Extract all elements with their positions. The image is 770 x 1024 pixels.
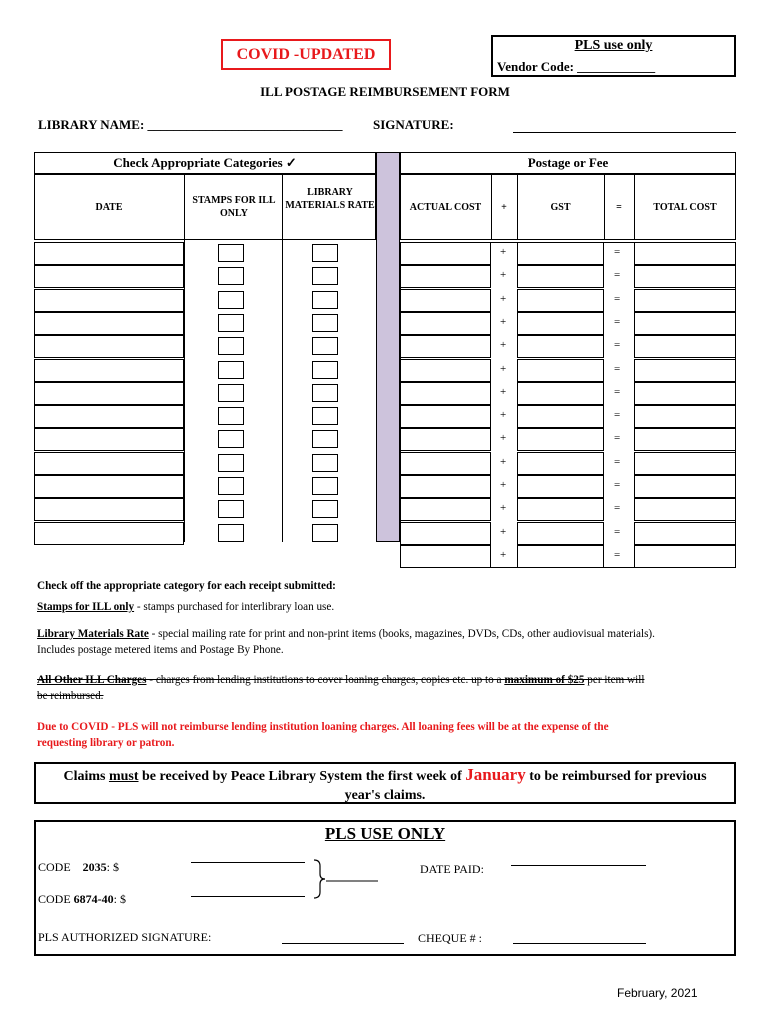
- stamps-checkbox[interactable]: [218, 524, 244, 542]
- equals-sign: =: [614, 246, 621, 258]
- claims-must: must: [108, 769, 139, 784]
- signature-line[interactable]: [513, 132, 736, 133]
- equals-sign: =: [614, 479, 621, 491]
- code-6874-amount-line[interactable]: [191, 896, 305, 897]
- lmr-checkbox[interactable]: [312, 384, 338, 402]
- plus-sign: +: [500, 292, 507, 305]
- col-actual-cost-header: ACTUAL COST: [409, 202, 482, 213]
- code-2035-amount-line[interactable]: [191, 862, 305, 863]
- code2-suffix: : $: [113, 892, 127, 906]
- pls-use-only-section: [34, 820, 736, 956]
- lmr-checkbox[interactable]: [312, 430, 338, 448]
- other-desc-a: - charges from lending institutions to cover loaning charges, copies etc. up to a: [146, 674, 505, 686]
- plus-sign: +: [500, 479, 507, 491]
- col-stamps-header: STAMPS FOR ILL ONLY: [192, 195, 276, 219]
- claims-part1: Claims: [63, 769, 109, 784]
- equals-sign: =: [614, 269, 621, 282]
- reimbursement-table: [34, 152, 736, 568]
- col-plus-header: +: [501, 202, 507, 213]
- stamps-checkbox[interactable]: [218, 244, 244, 262]
- lmr-desc: - special mailing rate for print and non-print items (books, magazines, DVDs, CDs, other audiovisual materials).: [148, 628, 655, 640]
- stamps-checkbox[interactable]: [218, 314, 244, 332]
- fee-outer-border: [400, 242, 736, 568]
- date-cell[interactable]: [34, 452, 184, 475]
- plus-sign: +: [500, 502, 507, 515]
- lmr-note: [37, 626, 655, 642]
- lmr-checkbox[interactable]: [312, 477, 338, 495]
- date-cell[interactable]: [34, 428, 184, 451]
- col-date-header: DATE: [95, 202, 123, 213]
- date-cell[interactable]: [34, 405, 184, 428]
- code1-suffix: : $: [106, 860, 120, 874]
- stamps-checkbox[interactable]: [218, 407, 244, 425]
- col-lmr-header: LIBRARY MATERIALS RATE: [285, 187, 375, 211]
- plus-sign: +: [500, 525, 507, 538]
- stamps-checkbox[interactable]: [218, 337, 244, 355]
- lmr-checkbox[interactable]: [312, 291, 338, 309]
- equals-sign: =: [614, 315, 621, 328]
- stamps-checkbox[interactable]: [218, 361, 244, 379]
- date-cell[interactable]: [34, 498, 184, 521]
- lmr-checkbox[interactable]: [312, 244, 338, 262]
- cheque-line[interactable]: [513, 943, 646, 944]
- date-cell[interactable]: [34, 289, 184, 312]
- lmr-checkbox[interactable]: [312, 267, 338, 285]
- code-6874-row: [38, 892, 126, 907]
- equals-sign: =: [614, 455, 621, 468]
- other-charges-note: [37, 672, 644, 688]
- equals-sign: =: [614, 409, 621, 422]
- date-cell[interactable]: [34, 265, 184, 288]
- date-cell[interactable]: [34, 382, 184, 405]
- claims-part3: to be reimbursed for previous: [525, 769, 707, 784]
- lmr-checkbox[interactable]: [312, 337, 338, 355]
- equals-sign: =: [614, 502, 621, 515]
- date-cell[interactable]: [34, 475, 184, 498]
- lmr-checkbox[interactable]: [312, 454, 338, 472]
- footer-date: February, 2021: [617, 986, 698, 1000]
- categories-header: Check Appropriate Categories ✓: [34, 152, 376, 174]
- claims-january: January: [465, 765, 526, 784]
- covid-notice-line1: Due to COVID - PLS will not reimburse lending institution loaning charges. All loaning fees will be at the expense of the: [37, 721, 609, 733]
- date-cell[interactable]: [34, 242, 184, 265]
- lmr-term: Library Materials Rate: [37, 628, 149, 640]
- stamps-checkbox[interactable]: [218, 430, 244, 448]
- code1-number: 2035: [82, 860, 107, 874]
- code-2035-row: [38, 860, 119, 875]
- other-term: All Other ILL Charges: [37, 674, 147, 686]
- equals-sign: =: [614, 525, 621, 538]
- stamps-checkbox[interactable]: [218, 267, 244, 285]
- date-cell[interactable]: [34, 359, 184, 382]
- plus-sign: +: [500, 269, 507, 282]
- equals-sign: =: [614, 339, 621, 352]
- lmr-checkbox[interactable]: [312, 407, 338, 425]
- plus-sign: +: [500, 362, 507, 375]
- date-cell[interactable]: [34, 312, 184, 335]
- equals-sign: =: [614, 432, 621, 445]
- library-name-field[interactable]: LIBRARY NAME: ______________________________: [38, 117, 343, 132]
- covid-notice-line2: requesting library or patron.: [37, 737, 175, 749]
- code2-number: 6874-40: [73, 892, 114, 906]
- lmr-note-line2: Includes postage metered items and Postage By Phone.: [37, 644, 284, 656]
- separator-column: [376, 152, 400, 542]
- date-cell[interactable]: [34, 335, 184, 358]
- claims-part2: be received by Peace Library System the first week of: [138, 769, 466, 784]
- other-desc-b: per item will: [584, 674, 645, 686]
- bracket-icon: [312, 858, 382, 900]
- signature-label: SIGNATURE:: [373, 117, 454, 132]
- pls-use-only-title: PLS USE ONLY: [324, 824, 446, 843]
- col-gst-header: GST: [550, 202, 571, 213]
- equals-sign: =: [614, 385, 621, 398]
- date-paid-label: DATE PAID:: [420, 862, 484, 876]
- code1-label: CODE: [38, 860, 71, 874]
- lmr-checkbox[interactable]: [312, 524, 338, 542]
- plus-sign: +: [500, 432, 507, 445]
- code2-label: CODE: [38, 892, 74, 906]
- authorized-signature-label: PLS AUTHORIZED SIGNATURE:: [38, 930, 212, 944]
- form-title: ILL POSTAGE REIMBURSEMENT FORM: [260, 84, 510, 99]
- stamps-checkbox[interactable]: [218, 477, 244, 495]
- stamps-checkbox[interactable]: [218, 454, 244, 472]
- vendor-code-field[interactable]: Vendor Code: ____________: [497, 59, 656, 74]
- date-paid-line[interactable]: [511, 865, 646, 866]
- covid-updated-badge: COVID -UPDATED: [221, 39, 391, 70]
- pls-use-only-box: [491, 35, 736, 77]
- equals-sign: =: [614, 362, 621, 375]
- authorized-signature-line[interactable]: [282, 943, 404, 944]
- plus-sign: +: [500, 548, 507, 561]
- lmr-checkbox[interactable]: [312, 500, 338, 518]
- stamps-note: [37, 599, 334, 615]
- equals-sign: =: [614, 292, 621, 305]
- cheque-label: CHEQUE # :: [418, 931, 482, 945]
- lmr-checkbox[interactable]: [312, 361, 338, 379]
- lmr-checkbox[interactable]: [312, 314, 338, 332]
- stamps-checkbox[interactable]: [218, 384, 244, 402]
- col-total-cost-header: TOTAL COST: [653, 202, 717, 213]
- stamps-checkbox[interactable]: [218, 291, 244, 309]
- plus-sign: +: [500, 339, 507, 352]
- stamps-term: Stamps for ILL only: [37, 601, 135, 613]
- postage-fee-header: Postage or Fee: [400, 152, 736, 174]
- divider: [282, 174, 283, 542]
- plus-sign: +: [500, 455, 507, 468]
- plus-sign: +: [500, 246, 507, 258]
- plus-sign: +: [500, 385, 507, 398]
- check-off-instruction: Check off the appropriate category for each receipt submitted:: [37, 580, 336, 592]
- stamps-checkbox[interactable]: [218, 500, 244, 518]
- equals-sign: =: [614, 548, 621, 561]
- claims-line2: year's claims.: [344, 788, 426, 803]
- col-equals-header: =: [616, 202, 622, 213]
- plus-sign: +: [500, 315, 507, 328]
- date-cell[interactable]: [34, 522, 184, 545]
- pls-use-only-label: PLS use only: [574, 38, 653, 53]
- stamps-desc: - stamps purchased for interlibrary loan use.: [134, 601, 335, 613]
- other-charges-note-line2: be reimbursed.: [37, 690, 104, 702]
- other-max: maximum of $25: [504, 674, 585, 686]
- plus-sign: +: [500, 409, 507, 422]
- claims-notice: [34, 762, 736, 804]
